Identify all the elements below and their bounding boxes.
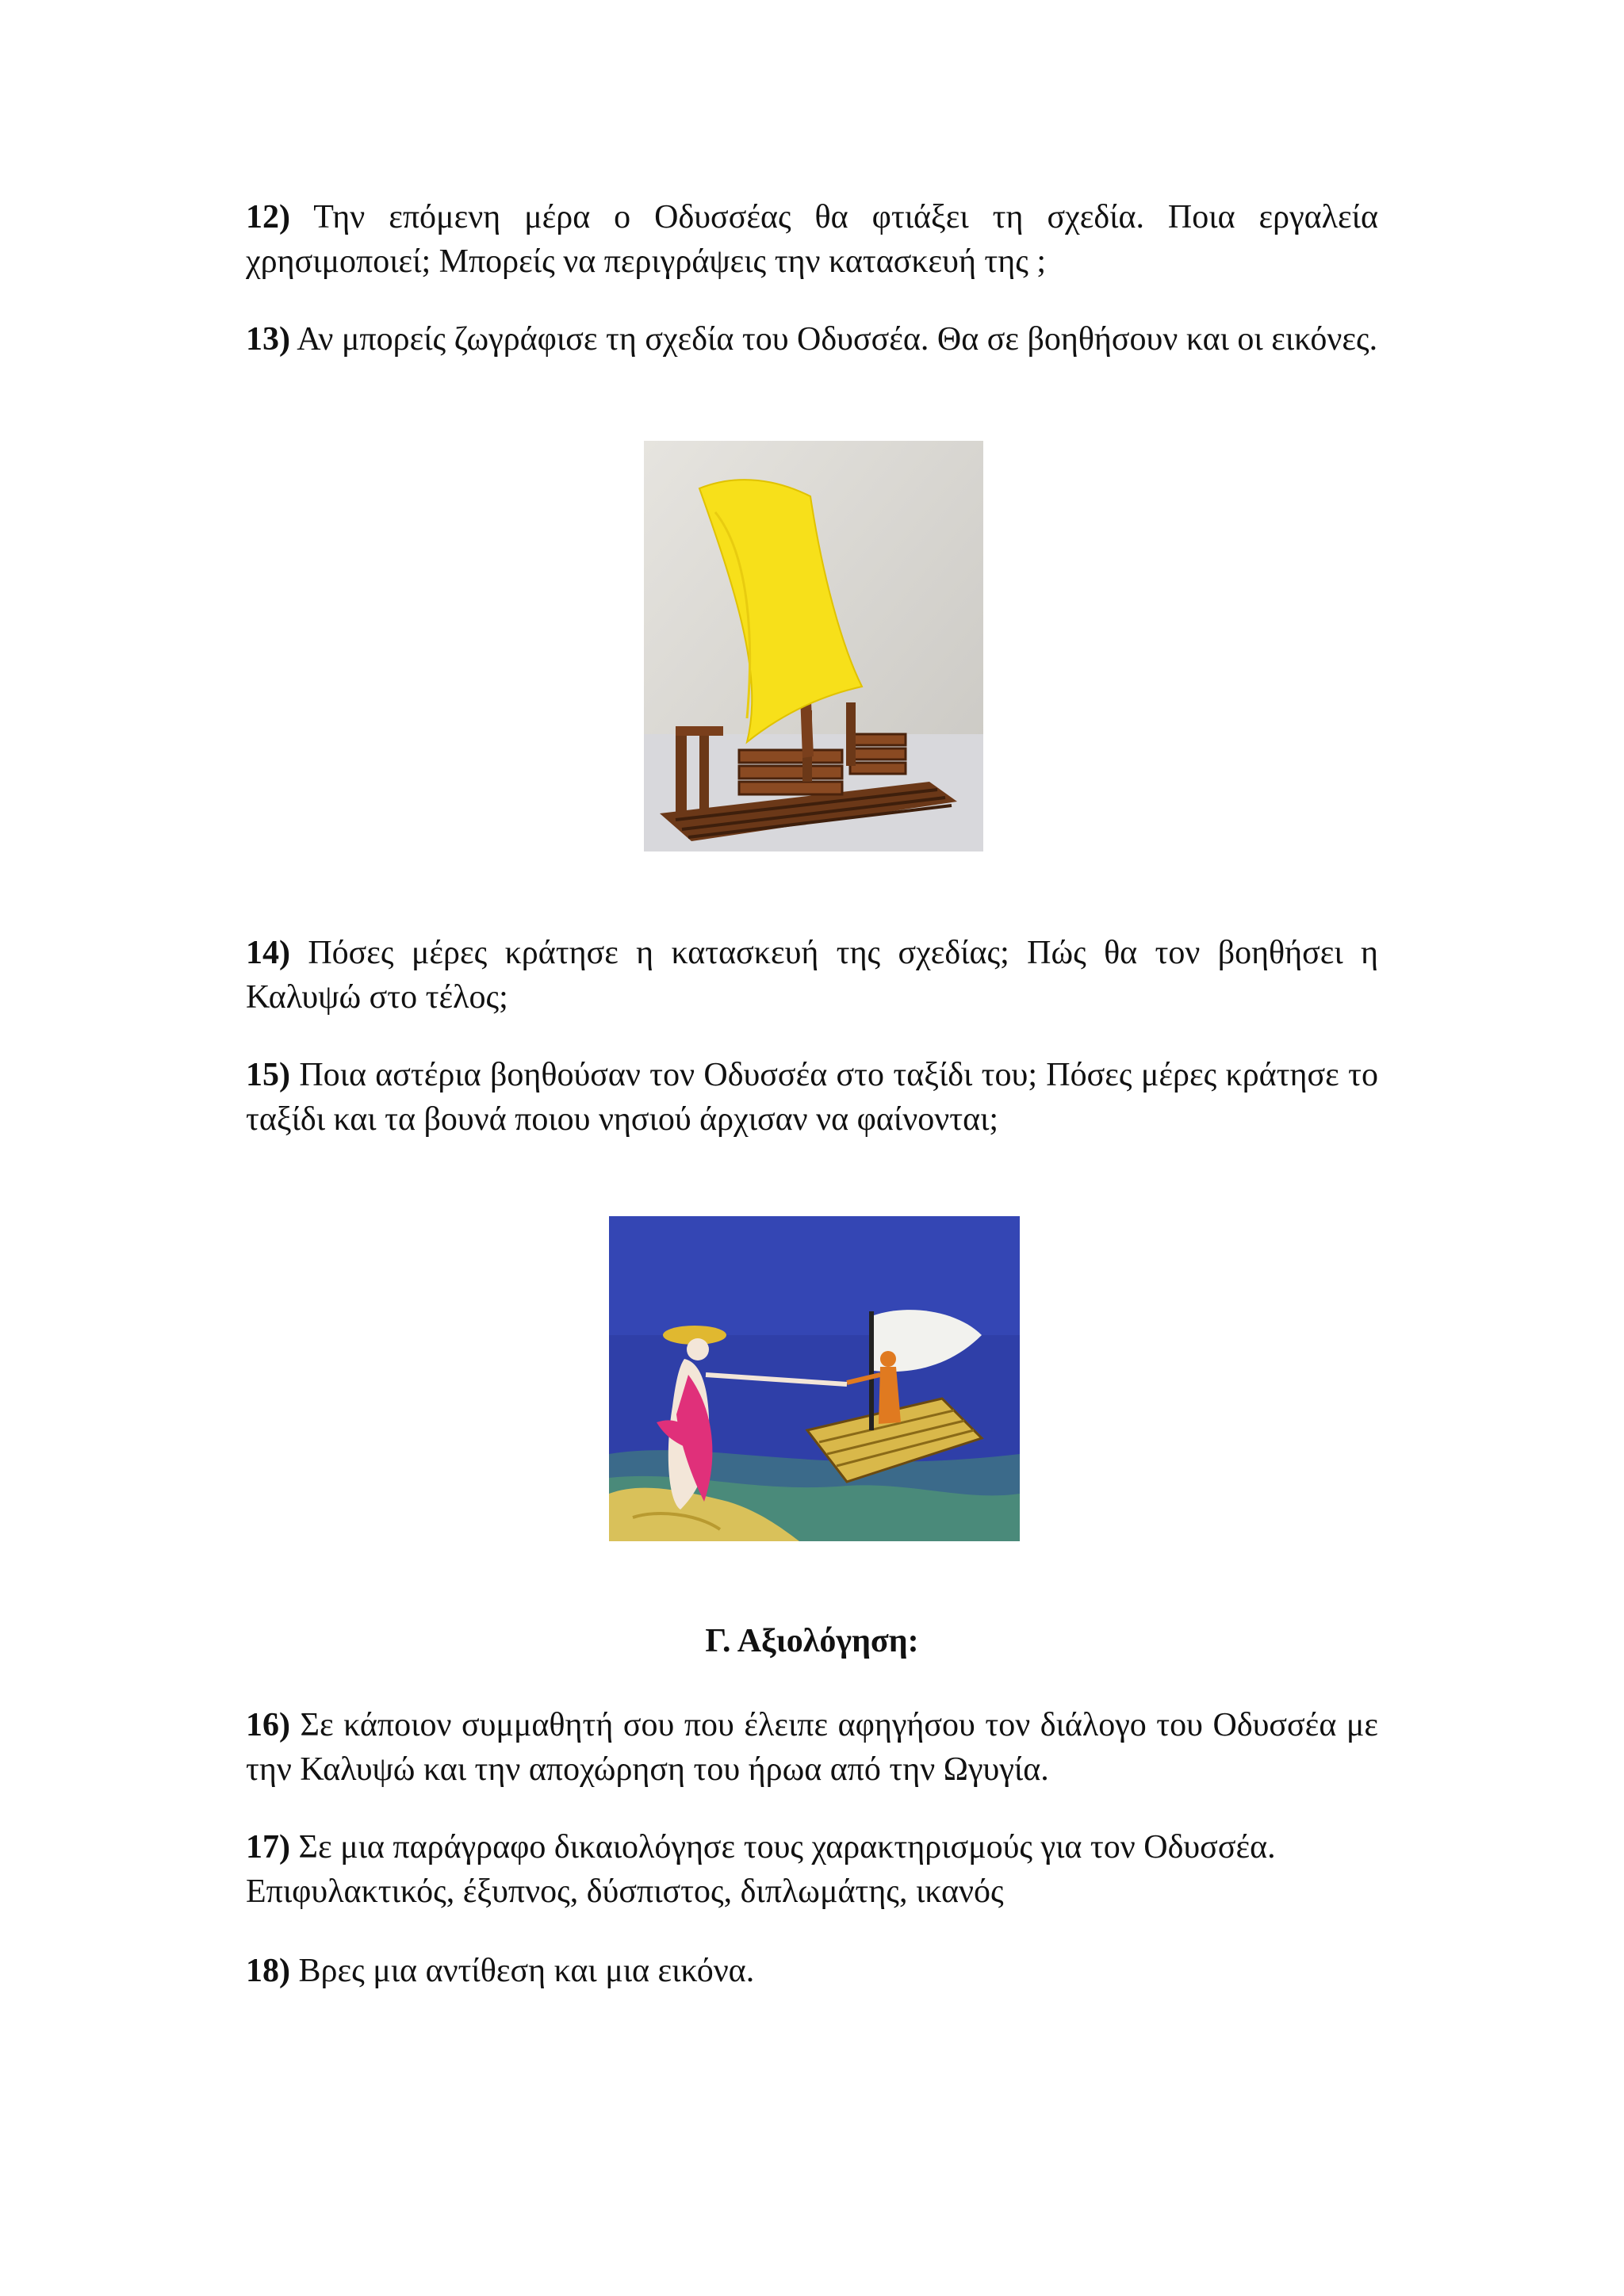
question-number: 18) xyxy=(246,1953,290,1989)
question-text-line2: Επιφυλακτικός, έξυπνος, δύσπιστος, διπλωμάτης, ικανός xyxy=(246,1873,1004,1910)
question-number: 14) xyxy=(246,935,290,971)
question-15 xyxy=(246,1053,1378,1142)
question-number: 16) xyxy=(246,1707,290,1743)
question-text: Αν μπορείς ζωγράφισε τη σχεδία του Οδυσσέα. Θα σε βοηθήσουν και οι εικόνες. xyxy=(297,321,1378,358)
question-number: 12) xyxy=(246,199,290,235)
question-number: 13) xyxy=(246,321,290,358)
question-16 xyxy=(246,1703,1378,1792)
question-text: Σε μια παράγραφο δικαιολόγησε τους χαρακτηρισμούς για τον Οδυσσέα. xyxy=(298,1829,1276,1866)
question-17 xyxy=(246,1825,1378,1914)
question-12 xyxy=(246,195,1378,284)
question-text: Την επόμενη μέρα ο Οδυσσέας θα φτιάξει τη σχεδία. Ποια εργαλεία χρησιμοποιεί; Μπορείς να περιγράψεις την κατασκευή της ; xyxy=(246,199,1378,280)
question-number: 15) xyxy=(246,1057,290,1093)
raft-model-photo xyxy=(644,441,983,851)
calypso-odysseus-painting xyxy=(609,1216,1020,1541)
question-text: Σε κάποιον συμμαθητή σου που έλειπε αφηγήσου τον διάλογο του Οδυσσέα με την Καλυψώ και την αποχώρηση του ήρωα από την Ωγυγία. xyxy=(246,1707,1379,1788)
question-number: 17) xyxy=(246,1829,290,1866)
question-text: Βρες μια αντίθεση και μια εικόνα. xyxy=(298,1953,755,1989)
question-18 xyxy=(246,1949,1378,1993)
question-text: Ποια αστέρια βοηθούσαν τον Οδυσσέα στο ταξίδι του; Πόσες μέρες κράτησε το ταξίδι και τα βουνά ποιου νησιού άρχισαν να φαίνονται; xyxy=(246,1057,1378,1138)
question-text: Πόσες μέρες κράτησε η κατασκευή της σχεδίας; Πώς θα τον βοηθήσει η Καλυψώ στο τέλος; xyxy=(246,935,1378,1016)
question-13 xyxy=(246,317,1378,362)
question-14 xyxy=(246,931,1378,1020)
section-title: Γ. Αξιολόγηση: xyxy=(705,1623,919,1659)
